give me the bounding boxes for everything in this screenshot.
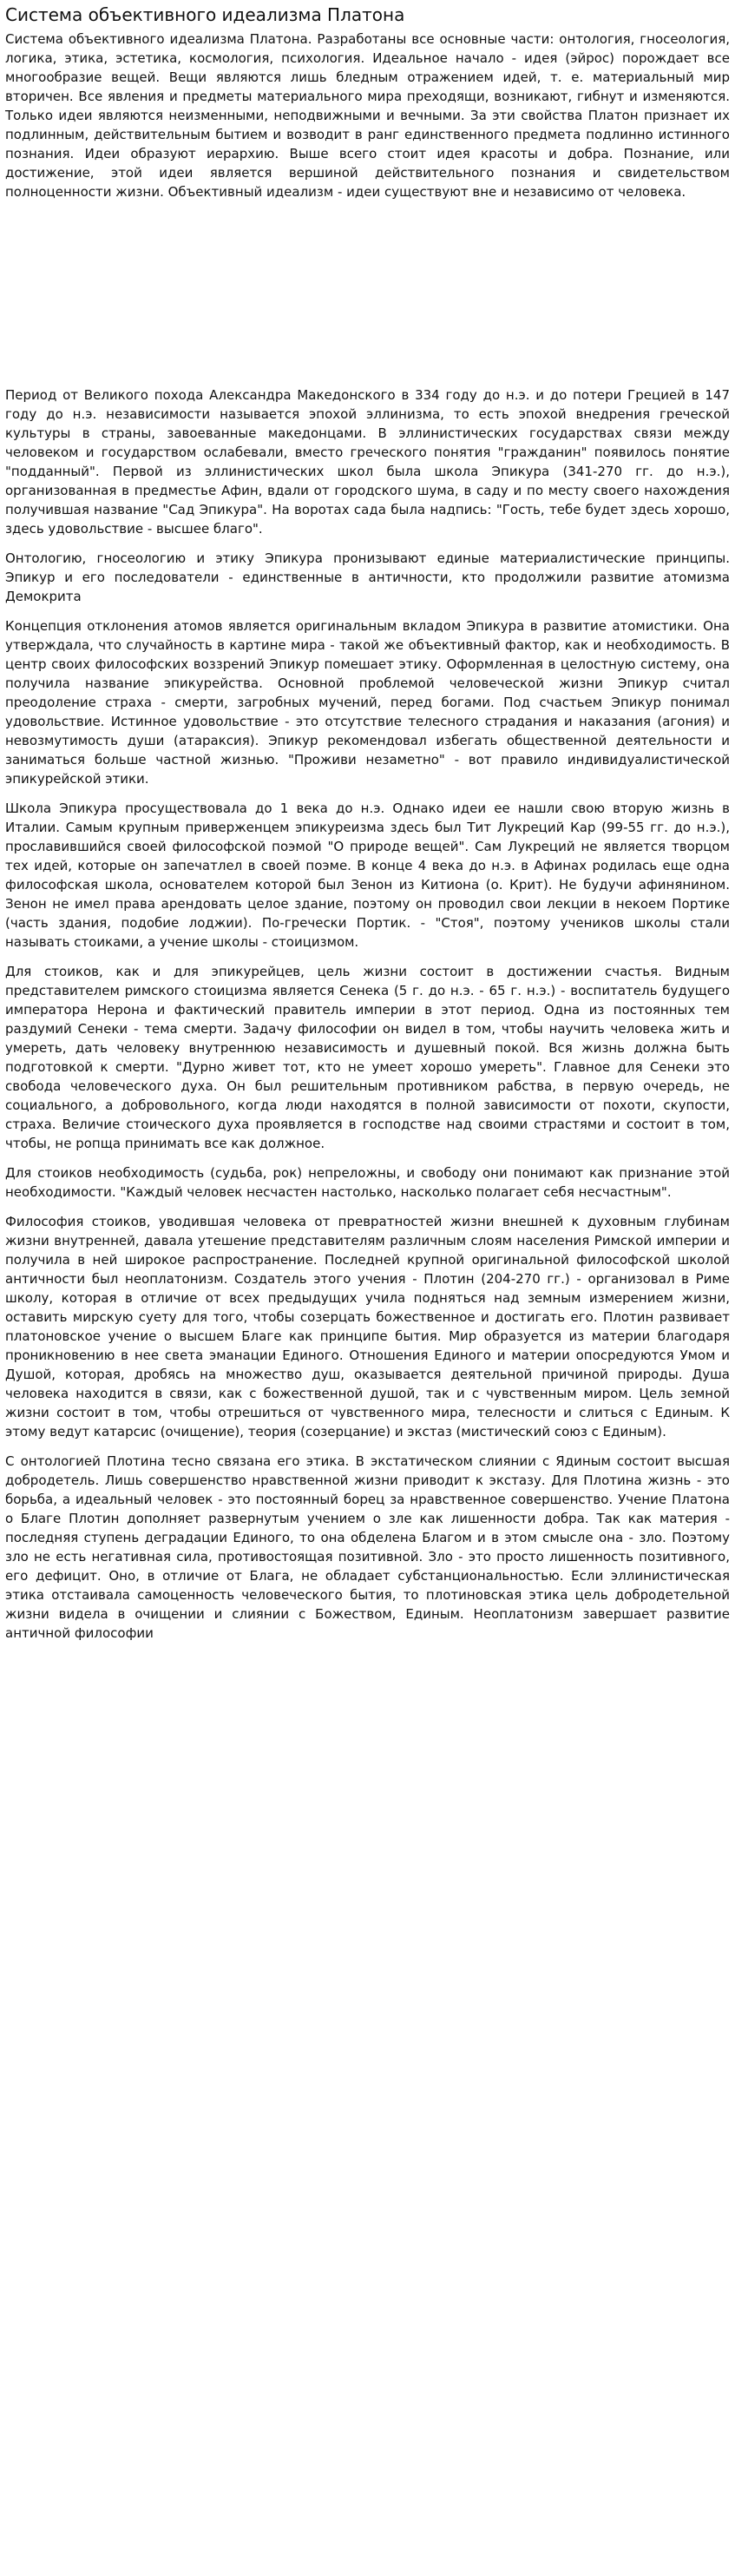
paragraph-epicurus-principles: Онтологию, гносеологию и этику Эпикура пронизывают единые материалистические принципы. Эпикур и его последователи - единственные в античности, кто продолжили развитие атомизма Демокрита (5, 550, 730, 604)
paragraph-hellenism: Период от Великого похода Александра Македонского в 334 году до н.э. и до потери Грецией в 147 году до н.э. независимости называется эпохой эллинизма, то есть эпохой внедрения греческой культуры в страны, завоеванные македонцами. В эллинистических государствах связи между человеком и государством ослабевали, вместо греческого понятия "гражданин" появилось понятие "подданный". Первой из эллинистических школ была школа Эпикура (341-270 гг. до н.э.), организованная в предместье Афин, вдали от городского шума, в саду и по месту своего нахождения получившая название "Сад Эпикура". На воротах сада была надпись: "Гость, тебе будет здесь хорошо, здесь удовольствие - высшее благо". (5, 387, 730, 537)
paragraph-atom-deviation: Концепция отклонения атомов является оригинальным вкладом Эпикура в развитие атомистики. Она утверждала, что случайность в картине мира - такой же объективный фактор, как и необходимость. В центр своих философских воззрений Эпикур помешает этику. Оформленная в целостную систему, она получила название эпикурейства. Основной проблемой человеческой жизни Эпикур считал преодоление страха - смерти, загробных мучений, перед богами. Под счастьем Эпикур понимал удовольствие. Истинное удовольствие - это отсутствие телесного страдания и наказания (агония) и невозмутимость души (атараксия). Эпикур рекомендовал избегать общественной деятельности и заниматься больше частной жизнью. "Проживи незаметно" - вот правило индивидуалистической эпикурейской этики. (5, 618, 730, 787)
document-title: Система объективного идеализма Платона (5, 4, 405, 25)
paragraph-plotinus-ethics: С онтологией Плотина тесно связана его этика. В экстатическом слиянии с Ядиным состоит высшая добродетель. Лишь совершенство нравственной жизни приводит к экстазу. Для Плотина жизнь - это борьба, а идеальный человек - это постоянный борец за нравственное совершенство. Учение Платона о Благе Плотин дополняет развернутым учением о зле как лишенности добра. Так как материя - последняя ступень деградации Единого, то она обделена Благом и в этом смысле она - зло. Поэтому зло не есть негативная сила, противостоящая позитивной. Зло - это просто лишенность позитивного, его дефицит. Оно, в отличие от Блага, не обладает субстанциональностью. Если эллинистическая этика отстаивала самоценность человеческого бытия, то плотиновская этика цель добродетельной жизни видела в очищении и слиянии с Божеством, Единым. Неоплатонизм завершает развитие античной философии (5, 1453, 730, 1641)
blank-space (5, 212, 730, 385)
paragraph-stoics-necessity: Для стоиков необходимость (судьба, рок) непреложны, и свободу они понимают как признание этой необходимости. "Каждый человек несчастен настолько, насколько полагает себя несчастным". (5, 1165, 730, 1200)
paragraph-epicurus-school: Школа Эпикура просуществовала до 1 века до н.э. Однако идеи ее нашли свою вторую жизнь в Италии. Самым крупным приверженцем эпикуреизма здесь был Тит Лукреций Кар (99-55 гг. до н.э.), прославившийся своей философской поэмой "О природе вещей". Сам Лукреций не является творцом тех идей, которые он запечатлел в своей поэме. В конце 4 века до н.э. в Афинах родилась еще одна философская школа, основателем которой был Зенон из Китиона (о. Крит). Не будучи афинянином. Зенон не имел права арендовать целое здание, поэтому он проводил свои лекции в некоем Портике (часть здания, подобие лоджии). По-гречески Портик. - "Стоя", поэтому учеников школы стали называть стоиками, а учение школы - стоицизмом. (5, 800, 730, 950)
paragraph-plato-system: Система объективного идеализма Платона. Разработаны все основные части: онтология, гносеология, логика, этика, эстетика, космология, психология. Идеальное начало - идея (эйрос) порождает все многообразие вещей. Вещи являются лишь бледным отражением идей, т. е. материальный мир вторичен. Все явления и предметы материального мира преходящи, возникают, гибнут и изменяются. Только идеи являются неизменными, неподвижными и вечными. За эти свойства Платон признает их подлинным, действительным бытием и возводит в ранг единственного предмета подлинно истинного познания. Идеи образуют иерархию. Выше всего стоит идея красоты и добра. Познание, или достижение, этой идеи является вершиной действительного познания и свидетельством полноценности жизни. Объективный идеализм - идеи существуют вне и независимо от человека. (5, 31, 730, 200)
paragraph-neoplatonism: Философия стоиков, уводившая человека от превратностей жизни внешней к духовным глубинам жизни внутренней, давала утешение представителям различным слоям населения Римской империи и получила в ней широкое распространение. Последней крупной оригинальной философской школой античности был неоплатонизм. Создатель этого учения - Плотин (204-270 гг.) - организовал в Риме школу, которая в отличие от всех предыдущих учила подняться над земным измерением жизни, оставить мирскую суету для того, чтобы созерцать божественное и достигать его. Плотин развивает платоновское учение о высшем Благе как принципе бытия. Мир образуется из материи благодаря проникновению в нее света эманации Единого. Отношения Единого и материи опосредуются Умом и Душой, которая, дробясь на множество душ, оказывается деятельной причиной природы. Душа человека находится в связи, как с божественной душой, так и с чувственным миром. Цель земной жизни состоит в том, чтобы отрешиться от чувственного мира, телесности и слиться с Единым. К этому ведут катарсис (очищение), теория (созерцание) и экстаз (мистический союз с Единым). (5, 1214, 730, 1440)
paragraph-stoics-seneca: Для стоиков, как и для эпикурейцев, цель жизни состоит в достижении счастья. Видным представителем римского стоицизма является Сенека (5 г. до н.э. - 65 г. н.э.) - воспитатель будущего императора Нерона и фактический правитель империи в этот период. Одна из постоянных тем раздумий Сенеки - тема смерти. Задачу философии он видел в том, чтобы научить человека жить и умереть, дать человеку внутреннюю независимость и душевный покой. Вся жизнь должна быть подготовкой к смерти. "Дурно живет тот, кто не умеет хорошо умереть". Главное для Сенеки это свобода человеческого духа. Он был решительным противником рабства, в первую очередь, не социального, а добровольного, когда люди находятся в полной зависимости от похоти, скупости, страха. Величие стоического духа проявляется в господстве над своими страстями и состоит в том, чтобы, не ропща принимать все как должное. (5, 964, 730, 1151)
